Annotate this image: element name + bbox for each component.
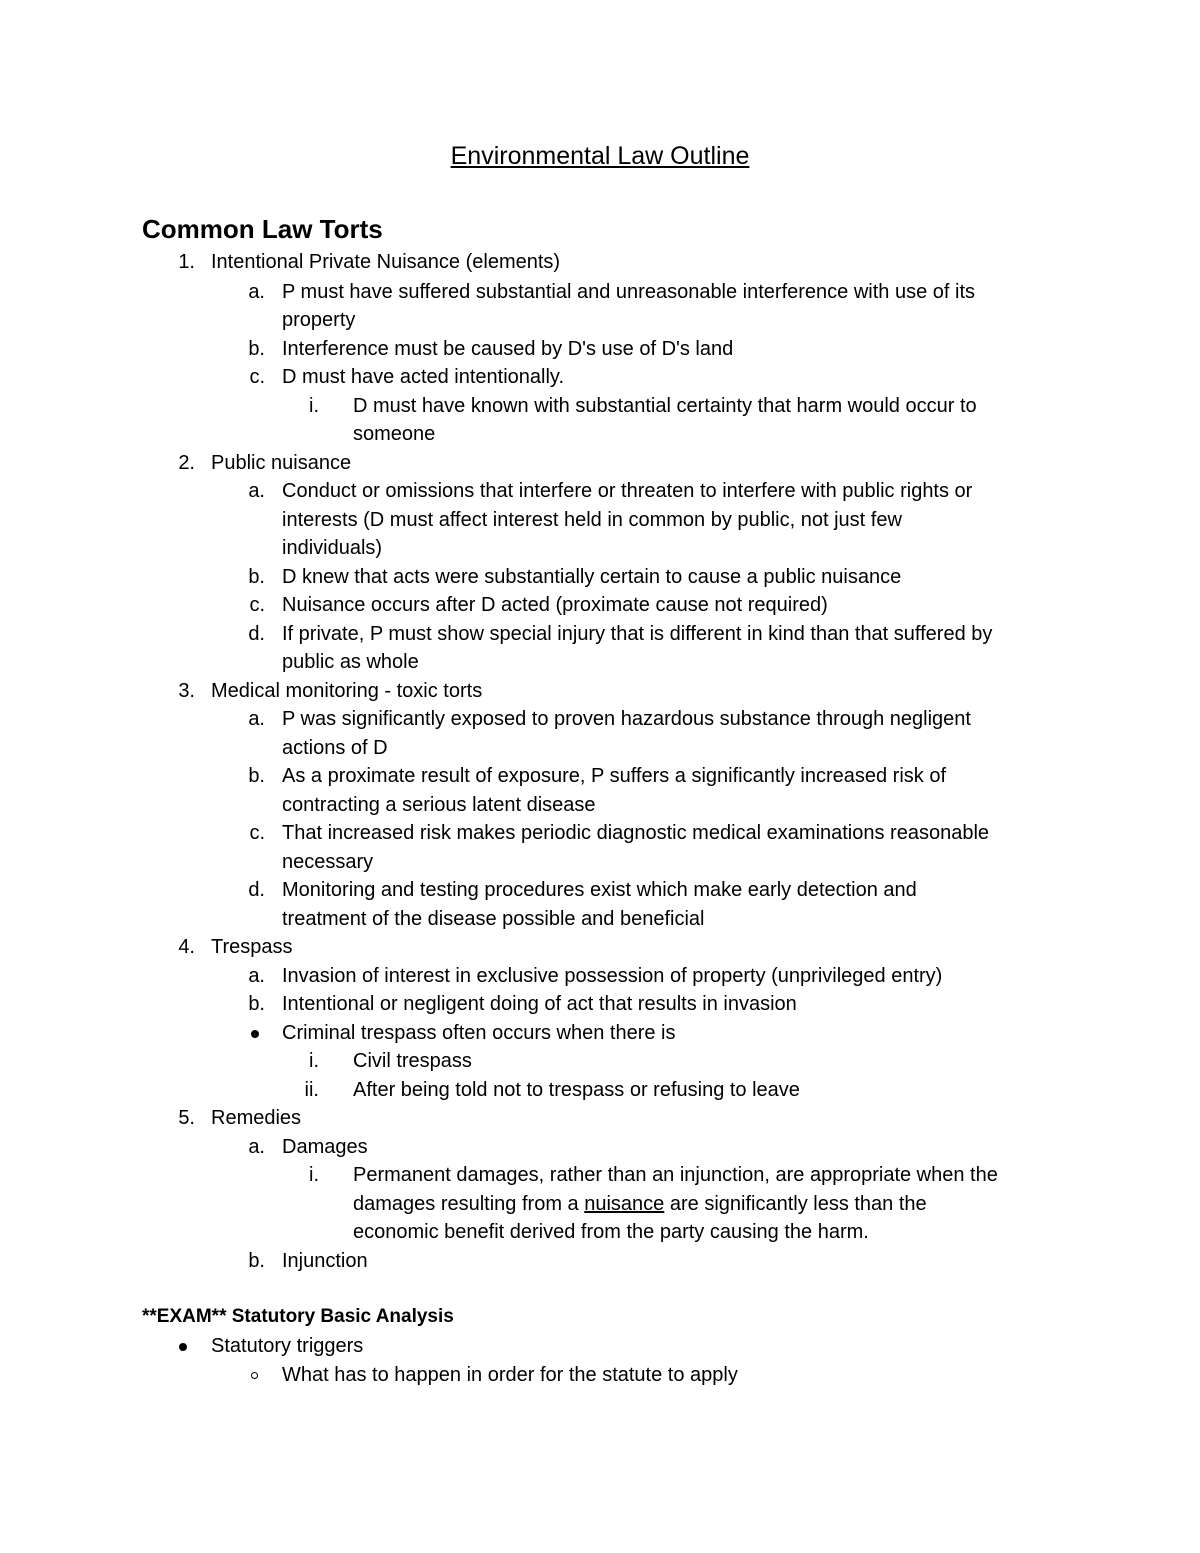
list-item: P was significantly exposed to proven hazardous substance through negligent bbox=[282, 708, 971, 730]
list-item: Permanent damages, rather than an injunction, are appropriate when the bbox=[353, 1164, 998, 1186]
text-span: damages resulting from a bbox=[353, 1193, 585, 1215]
list-item: Civil trespass bbox=[353, 1050, 472, 1072]
list-item: That increased risk makes periodic diagnostic medical examinations reasonable bbox=[282, 822, 990, 844]
bullet-icon bbox=[251, 1030, 259, 1038]
list-marker: 2. bbox=[178, 452, 195, 474]
list-item: someone bbox=[353, 423, 436, 445]
list-item: Monitoring and testing procedures exist which make early detection and bbox=[282, 879, 917, 901]
list-item: economic benefit derived from the party causing the harm. bbox=[353, 1221, 869, 1243]
list-marker: b. bbox=[248, 765, 265, 787]
list-marker: 4. bbox=[178, 936, 195, 958]
list-marker: i. bbox=[309, 1164, 319, 1186]
list-marker: b. bbox=[248, 338, 265, 360]
text-span: are significantly less than the bbox=[664, 1193, 927, 1215]
list-marker: b. bbox=[248, 993, 265, 1015]
list-marker: a. bbox=[248, 965, 265, 987]
list-marker: a. bbox=[248, 480, 265, 502]
list-item: interests (D must affect interest held in common by public, not just few bbox=[282, 509, 902, 531]
page-title: Environmental Law Outline bbox=[450, 142, 750, 170]
list-item: Public nuisance bbox=[211, 452, 352, 474]
list-item: property bbox=[282, 309, 356, 331]
list-marker: d. bbox=[248, 623, 265, 645]
section-heading-common-law-torts: Common Law Torts bbox=[142, 214, 383, 244]
list-item: individuals) bbox=[282, 537, 383, 559]
list-item: Intentional or negligent doing of act that results in invasion bbox=[282, 993, 797, 1015]
list-item: Nuisance occurs after D acted (proximate cause not required) bbox=[282, 594, 828, 616]
list-marker: d. bbox=[248, 879, 265, 901]
list-item: contracting a serious latent disease bbox=[282, 794, 596, 816]
nuisance-underlined: nuisance bbox=[584, 1193, 665, 1215]
list-marker: 3. bbox=[178, 680, 195, 702]
list-item: D knew that acts were substantially certain to cause a public nuisance bbox=[282, 566, 902, 588]
list-marker: a. bbox=[248, 708, 265, 730]
list-marker: b. bbox=[248, 566, 265, 588]
list-marker: i. bbox=[309, 395, 319, 417]
list-item: Medical monitoring - toxic torts bbox=[211, 680, 483, 702]
list-marker: 1. bbox=[178, 251, 195, 273]
list-marker: i. bbox=[309, 1050, 319, 1072]
list-item: If private, P must show special injury that is different in kind than that suffered by bbox=[282, 623, 993, 645]
list-item: Statutory triggers bbox=[211, 1335, 364, 1357]
list-item: As a proximate result of exposure, P suffers a significantly increased risk of bbox=[282, 765, 947, 787]
list-item: Conduct or omissions that interfere or threaten to interfere with public rights or bbox=[282, 480, 973, 502]
list-marker: b. bbox=[248, 1250, 265, 1272]
list-marker: c. bbox=[249, 822, 265, 844]
list-item: public as whole bbox=[282, 651, 419, 673]
list-item: P must have suffered substantial and unreasonable interference with use of its bbox=[282, 281, 976, 303]
list-marker: a. bbox=[248, 1136, 265, 1158]
list-item: Intentional Private Nuisance (elements) bbox=[211, 251, 561, 273]
list-item: Interference must be caused by D's use of D's land bbox=[282, 338, 734, 360]
list-marker: c. bbox=[249, 366, 265, 388]
list-marker: a. bbox=[248, 281, 265, 303]
list-item: Criminal trespass often occurs when there is bbox=[282, 1022, 676, 1044]
list-item: D must have known with substantial certainty that harm would occur to bbox=[353, 395, 977, 417]
list-item: necessary bbox=[282, 851, 374, 873]
list-item: After being told not to trespass or refusing to leave bbox=[353, 1079, 800, 1101]
list-item bbox=[353, 1190, 927, 1219]
list-marker: ii. bbox=[304, 1079, 319, 1101]
list-item: D must have acted intentionally. bbox=[282, 366, 565, 388]
bullet-icon bbox=[179, 1343, 187, 1351]
list-item: Trespass bbox=[211, 936, 293, 958]
list-item: Damages bbox=[282, 1136, 368, 1158]
list-item: Remedies bbox=[211, 1107, 302, 1129]
list-item: What has to happen in order for the statute to apply bbox=[282, 1364, 738, 1386]
list-marker: c. bbox=[249, 594, 265, 616]
list-item: Injunction bbox=[282, 1250, 368, 1272]
list-item: actions of D bbox=[282, 737, 388, 759]
section-heading-exam-statutory: **EXAM** Statutory Basic Analysis bbox=[142, 1306, 454, 1327]
list-item: treatment of the disease possible and beneficial bbox=[282, 908, 705, 930]
list-marker: 5. bbox=[178, 1107, 195, 1129]
list-item: Invasion of interest in exclusive possession of property (unprivileged entry) bbox=[282, 965, 943, 987]
hollow-bullet-icon bbox=[251, 1372, 258, 1379]
